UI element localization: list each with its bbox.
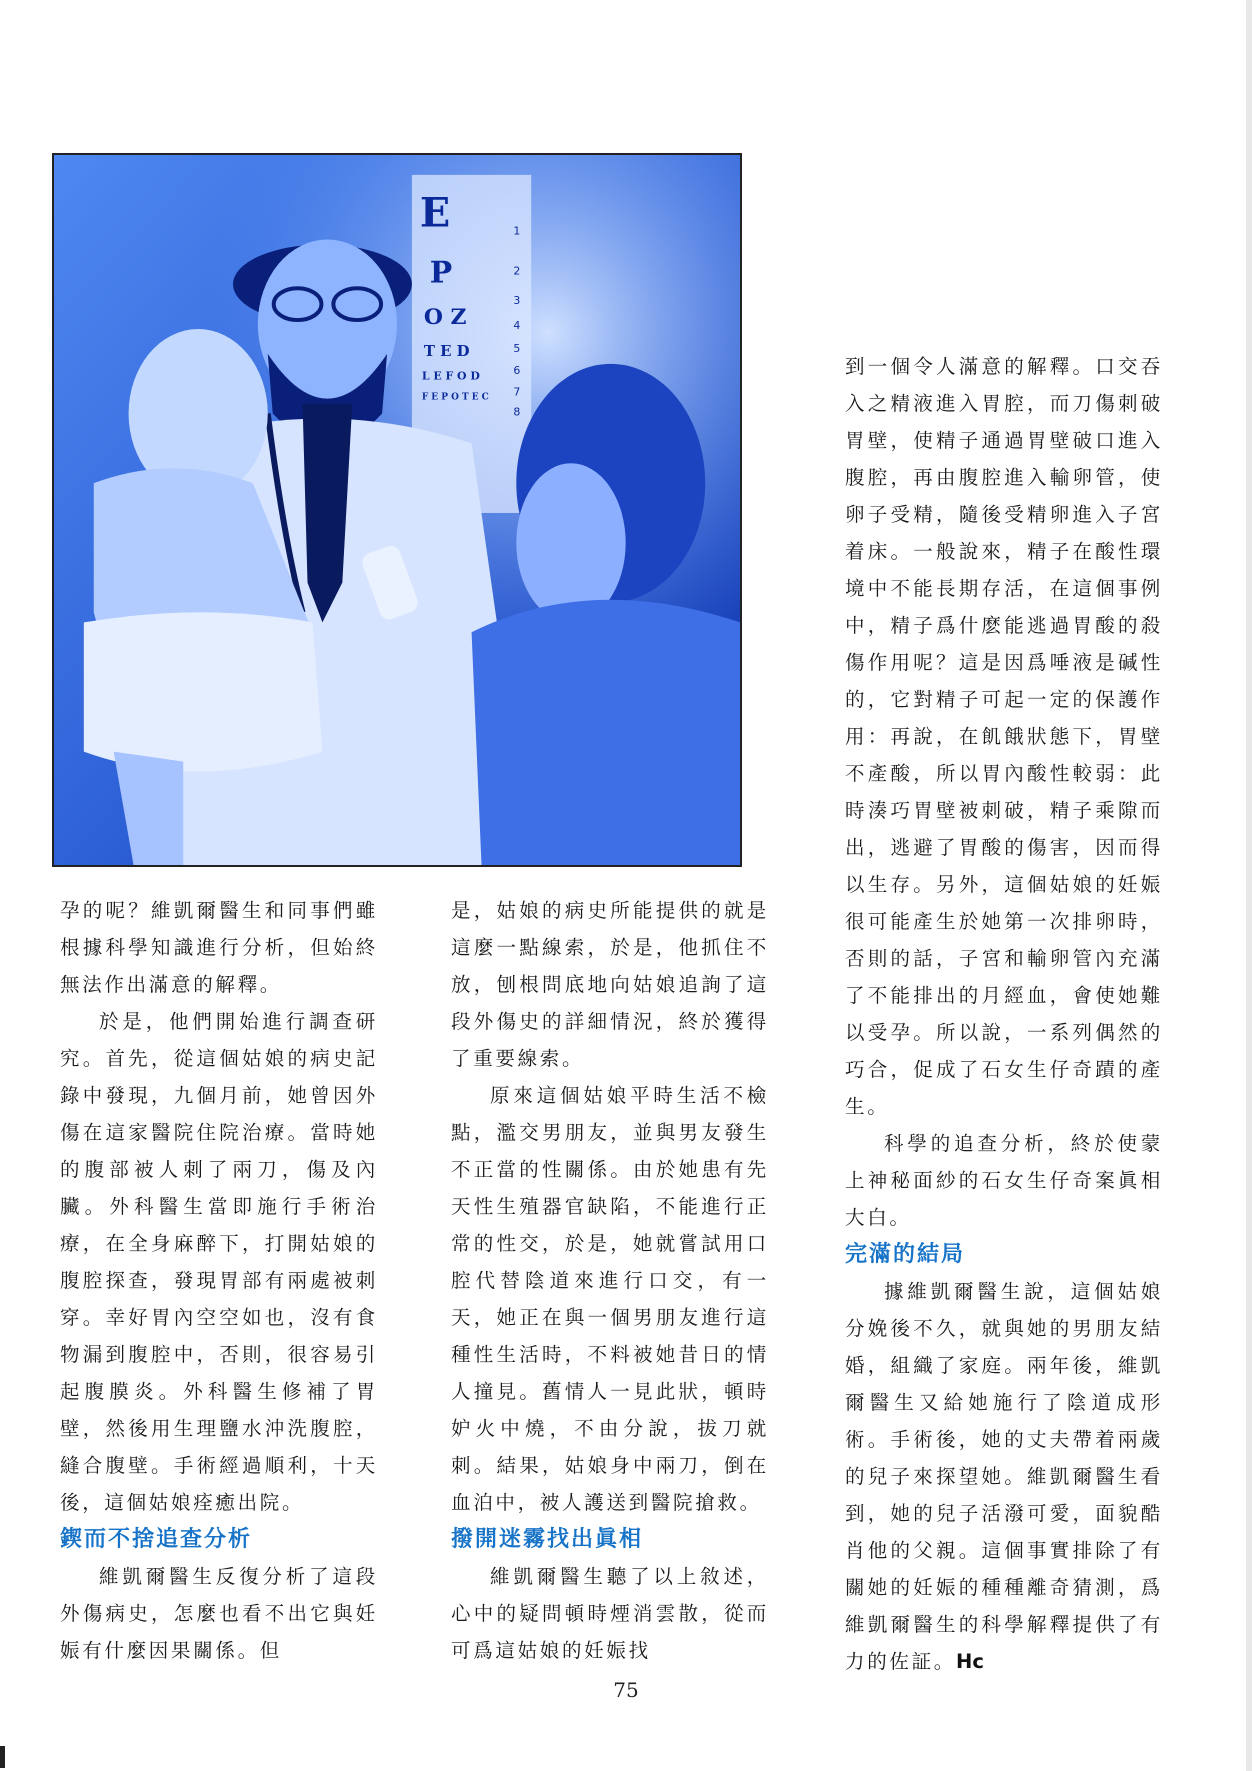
paragraph: 於是，他們開始進行調查研究。首先，從這個姑娘的病史記錄中發現，九個月前，她曾因外傷在這家醫院住院治療。當時她的腹部被人刺了兩刀，傷及內臟。外科醫生當即施行手術治療，在全身麻醉下，打開姑娘的腹腔探查，發現胃部有兩處被刺穿。幸好胃內空空如也，沒有食物漏到腹腔中，否則，很容易引起腹膜炎。外科醫生修補了胃壁，然後用生理鹽水沖洗腹腔，縫合腹壁。手術經過順利，十天後，這個姑娘痊癒出院。 xyxy=(60,1010,378,1514)
eye-chart-row: L E F O D xyxy=(421,369,480,383)
article-column-3 xyxy=(845,348,1163,1680)
paragraph xyxy=(845,1273,1163,1680)
paragraph: 是，姑娘的病史所能提供的就是這麼一點線索，於是，他抓住不放，刨根問底地向姑娘追詢了這段外傷史的詳細情況，終於獲得了重要線索。 xyxy=(451,899,769,1070)
section-heading: 撥開迷霧找出眞相 xyxy=(451,1527,644,1552)
paragraph: 科學的追查分析，終於使蒙上神秘面紗的石女生仔奇案眞相大白。 xyxy=(845,1132,1163,1229)
svg-text:4: 4 xyxy=(513,319,521,333)
article-column-1 xyxy=(60,892,378,1669)
svg-text:3: 3 xyxy=(513,294,521,308)
nurse-body xyxy=(472,600,740,865)
end-mark-logo: Hc xyxy=(956,1650,984,1673)
paragraph: 維凱爾醫生反復分析了這段外傷病史，怎麼也看不出它與妊娠有什麼因果關係。但 xyxy=(60,1565,378,1662)
section-heading: 鍥而不捨追查分析 xyxy=(60,1527,253,1552)
article-photo xyxy=(52,153,742,867)
svg-text:1: 1 xyxy=(513,224,521,238)
svg-text:2: 2 xyxy=(513,264,521,278)
eye-chart-row: O Z xyxy=(423,304,467,331)
crop-mark xyxy=(0,1746,5,1768)
eye-chart-row: F E P O T E C xyxy=(421,392,489,403)
page-edge xyxy=(1246,0,1252,1771)
paragraph: 到一個令人滿意的解釋。口交吞入之精液進入胃腔，而刀傷刺破胃壁，使精子通過胃壁破口進入腹腔，再由腹腔進入輸卵管，使卵子受精，隨後受精卵進入子宮着床。一般說來，精子在酸性環境中不能長期存活，在這個事例中，精子爲什麽能逃過胃酸的殺傷作用呢？這是因爲唾液是碱性的，它對精子可起一定的保護作用：再說，在飢餓狀態下，胃壁不產酸，所以胃內酸性較弱：此時湊巧胃壁被刺破，精子乘隙而出，逃避了胃酸的傷害，因而得以生存。另外，這個姑娘的妊娠很可能產生於她第一次排卵時，否則的話，子宮和輸卵管內充滿了不能排出的月經血，會使她難以受孕。所以說，一系列偶然的巧合，促成了石女生仔奇蹟的產生。 xyxy=(845,355,1163,1118)
paragraph: 原來這個姑娘平時生活不檢點，濫交男朋友，並與男友發生不正當的性關係。由於她患有先天性生殖器官缺陷，不能進行正常的性交，於是，她就嘗試用口腔代替陰道來進行口交，有一天，她正在與一個男朋友進行這種性生活時，不料被她昔日的情人撞見。舊情人一見此狀，頓時妒火中燒，不由分說，拔刀就刺。結果，姑娘身中兩刀，倒在血泊中，被人護送到醫院搶救。 xyxy=(451,1084,769,1514)
svg-text:8: 8 xyxy=(513,405,521,419)
svg-text:E: E xyxy=(419,190,451,237)
paragraph: 維凱爾醫生聽了以上敘述，心中的疑問頓時煙消雲散，從而可爲這姑娘的妊娠找 xyxy=(451,1565,769,1662)
doctor-baby-photo xyxy=(54,155,740,865)
eye-chart-row: T E D xyxy=(423,341,470,360)
section-heading: 完滿的結局 xyxy=(845,1242,966,1267)
svg-text:6: 6 xyxy=(513,363,521,377)
paragraph-text: 據維凱爾醫生說，這個姑娘分娩後不久，就與她的男朋友結婚，組織了家庭。兩年後，維凱爾醫生又給她施行了陰道成形術。手術後，她的丈夫帶着兩歲的兒子來探望她。維凱爾醫生看到，她的兒子活潑可愛，面貌酷肖他的父親。這個事實排除了有關她的妊娠的種種離奇猜測，爲維凱爾醫生的科學解釋提供了有力的佐証。 xyxy=(845,1280,1163,1673)
svg-text:7: 7 xyxy=(513,385,521,399)
baby-diaper xyxy=(84,612,323,771)
page-number: 75 xyxy=(613,1678,639,1702)
paragraph: 孕的呢？維凱爾醫生和同事們雖根據科學知識進行分析，但始終無法作出滿意的解釋。 xyxy=(60,899,378,996)
nurse-face xyxy=(516,463,625,622)
svg-text:5: 5 xyxy=(513,341,521,355)
eye-chart-row: P xyxy=(429,255,453,291)
article-column-2 xyxy=(451,892,769,1669)
